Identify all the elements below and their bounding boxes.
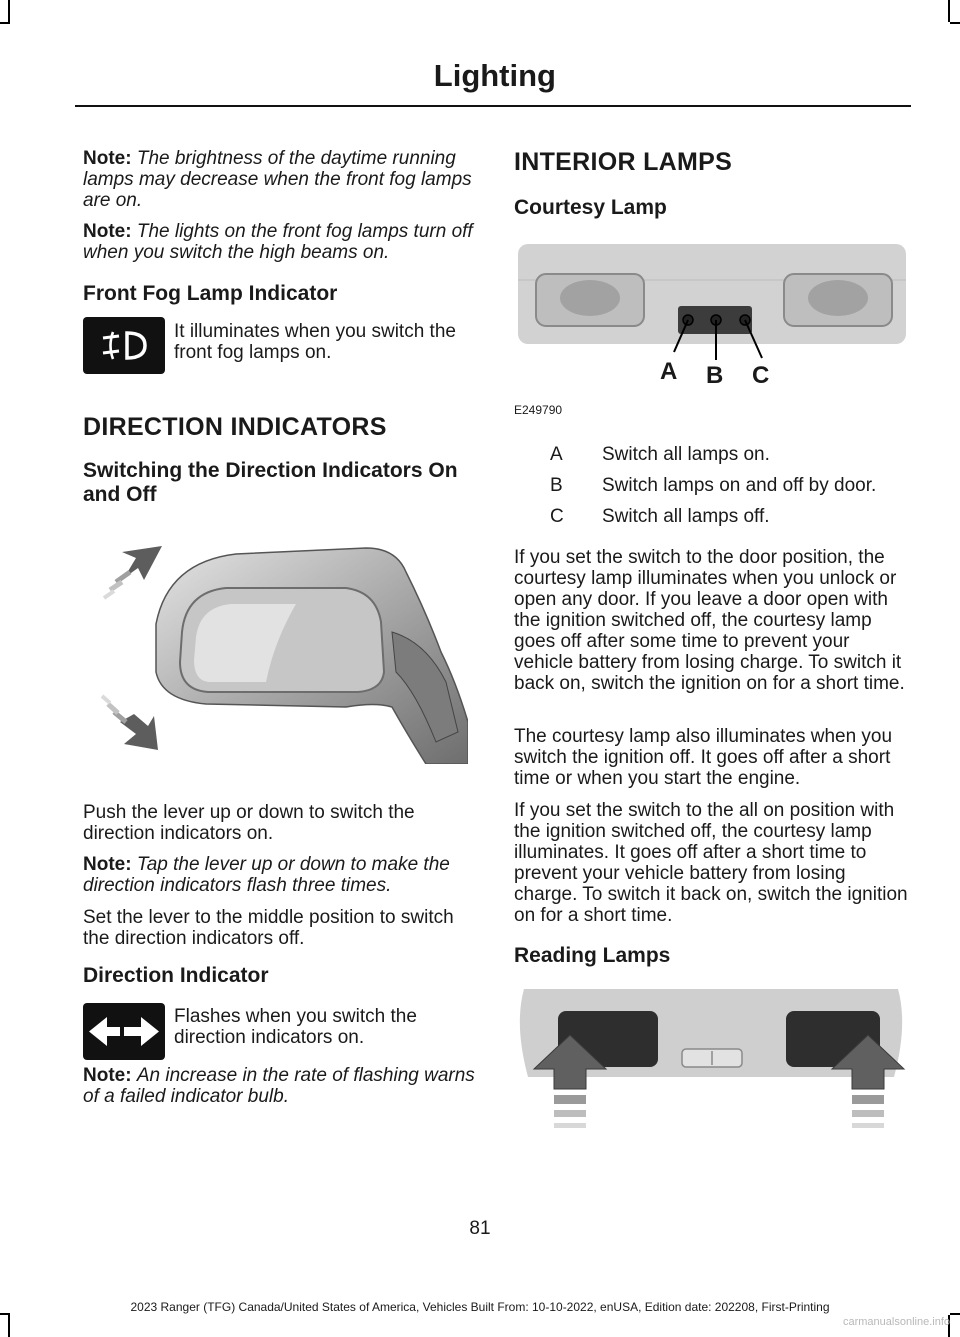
- page-number: 81: [469, 1218, 491, 1239]
- header-rule: [75, 105, 911, 107]
- set-lever-text: Set the lever to the middle position to switch the direction indicators off.: [83, 907, 454, 949]
- page-footer: 2023 Ranger (TFG) Canada/United States of America, Vehicles Built From: 10-10-2022, enUSA, Edition date: 202208, First-Printing: [130, 1300, 830, 1314]
- interior-lamps-heading: INTERIOR LAMPS: [514, 148, 733, 176]
- legend-text: Switch all lamps on.: [602, 444, 770, 465]
- fog-indicator-text: It illuminates when you switch the front fog lamps on.: [174, 321, 456, 363]
- courtesy-all-on-paragraph: If you set the switch to the all on position with the ignition switched off, the courtesy lamp illuminates. It goes off after a short time to prevent your vehicle battery from losing charge. To switch it back on, switch the ignition on for a short time.: [514, 800, 908, 926]
- reading-lamps-illustration: [514, 985, 908, 1140]
- crop-mark: [948, 0, 950, 22]
- courtesy-ignition-paragraph: The courtesy lamp also illuminates when you switch the ignition off. It goes off after a short time or when you start the engine.: [514, 726, 893, 789]
- note-tap-lever: [83, 854, 478, 896]
- crop-mark: [950, 22, 960, 24]
- crop-mark: [0, 22, 10, 24]
- switching-heading: Switching the Direction Indicators On and Off: [83, 459, 458, 506]
- figure-code: E249790: [514, 403, 563, 417]
- crop-mark: [8, 1315, 10, 1337]
- direction-arrows-icon: [83, 1003, 165, 1060]
- direction-indicator-heading: Direction Indicator: [83, 964, 269, 987]
- callout-b: B: [706, 362, 724, 389]
- note-failed-bulb: [83, 1065, 478, 1107]
- note-label: Note:: [83, 221, 132, 242]
- courtesy-lamp-heading: Courtesy Lamp: [514, 196, 667, 219]
- legend-key: A: [550, 444, 563, 465]
- push-lever-text: Push the lever up or down to switch the direction indicators on.: [83, 802, 415, 844]
- note-label: Note:: [83, 1065, 132, 1086]
- note-text: The lights on the front fog lamps turn off when you switch the high beams on.: [83, 221, 473, 263]
- note-label: Note:: [83, 148, 132, 169]
- legend-text: Switch all lamps off.: [602, 506, 770, 527]
- left-column: [83, 148, 478, 263]
- fog-indicator-heading: Front Fog Lamp Indicator: [83, 282, 338, 305]
- direction-indicator-text: Flashes when you switch the direction indicators on.: [174, 1006, 417, 1048]
- legend-key: B: [550, 475, 563, 496]
- front-fog-lamp-icon: [83, 317, 165, 374]
- page-header-title: Lighting: [433, 58, 556, 93]
- crop-mark: [8, 0, 10, 22]
- indicator-lever-illustration: [96, 532, 468, 764]
- courtesy-lamp-illustration: [514, 240, 906, 389]
- callout-c: C: [752, 362, 770, 389]
- reading-lamps-heading: Reading Lamps: [514, 944, 671, 967]
- legend-text: Switch lamps on and off by door.: [602, 475, 877, 496]
- note-text: An increase in the rate of flashing warns of a failed indicator bulb.: [83, 1065, 475, 1107]
- callout-a: A: [660, 358, 678, 385]
- watermark: carmanualsonline.info: [842, 1316, 950, 1328]
- note-daytime-running: [83, 148, 478, 211]
- direction-indicators-heading: DIRECTION INDICATORS: [83, 413, 387, 441]
- note-fog-lamps: [83, 221, 478, 263]
- note-text: The brightness of the daytime running lamps may decrease when the front fog lamps are on.: [83, 148, 472, 211]
- note-label: Note:: [83, 854, 132, 875]
- courtesy-door-paragraph: If you set the switch to the door position, the courtesy lamp illuminates when you unlock or open any door. If you leave a door open with the ignition switched off, the courtesy lamp goes off after some time to prevent your vehicle battery from losing charge. To switch it back on, switch the ignition on for a short time.: [514, 547, 905, 694]
- note-text: Tap the lever up or down to make the direction indicators flash three times.: [83, 854, 450, 896]
- legend-key: C: [550, 506, 564, 527]
